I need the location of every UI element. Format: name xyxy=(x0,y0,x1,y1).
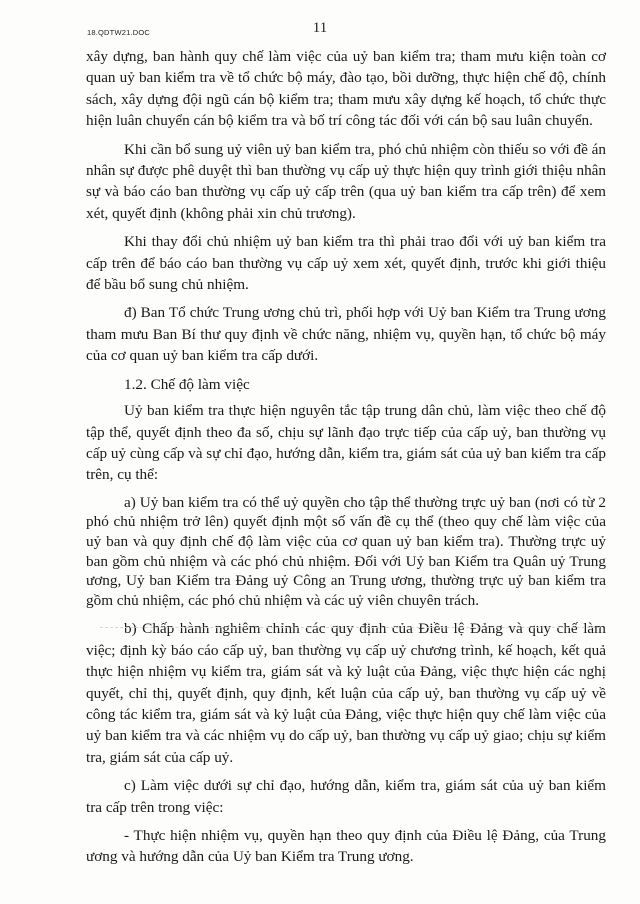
scan-artifact-line xyxy=(100,627,600,628)
file-name-label: 18.QDTW21.DOC xyxy=(87,28,151,37)
paragraph-item-b: b) Chấp hành nghiêm chỉnh các quy định của Điều lệ Đảng và quy chế làm việc; định kỳ báo cáo cấp uỷ, ban thường vụ cấp uỷ chương trình, kế hoạch, kết quả thực hiện nhiệm vụ kiểm tra, giám sát và kỷ luật của Đảng, việc thực hiện các nghị quyết, chỉ thị, quyết định, quy định, kết luận của cấp uỷ, ban thường vụ cấp uỷ về công tác kiểm tra, giám sát và kỷ luật của Đảng, việc thực hiện quy chế làm việc của uỷ ban kiểm tra và các nhiệm vụ do cấp uỷ, ban thường vụ cấp uỷ giao; chịu sự kiểm tra, giám sát của cấp uỷ. xyxy=(86,620,606,766)
paragraph-supplement-members: Khi cần bổ sung uỷ viên uỷ ban kiểm tra, phó chủ nhiệm còn thiếu so với đề án nhân sự được phê duyệt thì ban thường vụ cấp uỷ thực hiện quy trình giới thiệu nhân sự và báo cáo ban thường vụ cấp uỷ cấp trên (qua uỷ ban kiểm tra cấp trên) để xem xét, quyết định (không phải xin chủ trương). xyxy=(86,140,606,222)
paragraph-change-chairman: Khi thay đổi chủ nhiệm uỷ ban kiểm tra thì phải trao đổi với uỷ ban kiểm tra cấp trên để báo cáo ban thường vụ cấp uỷ xem xét, quyết định, trước khi giới thiệu để bầu bổ sung chủ nhiệm. xyxy=(86,233,606,294)
paragraph-item-c: c) Làm việc dưới sự chỉ đạo, hướng dẫn, kiểm tra, giám sát của uỷ ban kiểm tra cấp trên trong việc: xyxy=(86,777,606,816)
paragraph-working-principle: Uỷ ban kiểm tra thực hiện nguyên tắc tập trung dân chủ, làm việc theo chế độ tập thể, quyết định theo đa số, chịu sự lãnh đạo trực tiếp của cấp uỷ, ban thường vụ cấp uỷ cùng cấp và sự chỉ đạo, hướng dẫn, kiểm tra, giám sát của uỷ ban kiểm tra cấp trên, cụ thể: xyxy=(86,402,606,484)
document-body xyxy=(86,46,606,875)
paragraph-item-a: a) Uỷ ban kiểm tra có thể uỷ quyền cho tập thể thường trực uỷ ban (nơi có từ 2 phó chủ nhiệm trở lên) quyết định một số vấn đề cụ thể (theo quy chế làm việc của uỷ ban và quy định chế độ làm việc của cơ quan uỷ ban kiểm tra). Thường trực uỷ ban gồm chủ nhiệm và các phó chủ nhiệm. Đối với Uỷ ban Kiểm tra Quân uỷ Trung ương, Uỷ ban Kiểm tra Đảng uỷ Công an Trung ương, thường trực uỷ ban kiểm tra gồm chủ nhiệm, các phó chủ nhiệm và các uỷ viên chuyên trách. xyxy=(86,493,606,609)
paragraph-item-c-bullet: - Thực hiện nhiệm vụ, quyền hạn theo quy định của Điều lệ Đảng, của Trung ương và hướng dẫn của Uỷ ban Kiểm tra Trung ương. xyxy=(86,826,606,866)
section-heading-working-regime: 1.2. Chế độ làm việc xyxy=(124,375,250,393)
paragraph-continuation: xây dựng, ban hành quy chế làm việc của uỷ ban kiểm tra; tham mưu kiện toàn cơ quan uỷ ban kiểm tra về tổ chức bộ máy, đào tạo, bồi dưỡng, thực hiện chế độ, chính sách, xây dựng đội ngũ cán bộ kiểm tra; tham mưu xây dựng kế hoạch, tổ chức thực hiện luân chuyển cán bộ kiểm tra và bố trí công tác đối với cán bộ sau luân chuyển. xyxy=(86,48,606,130)
page-number: 11 xyxy=(312,20,328,36)
paragraph-item-d: đ) Ban Tổ chức Trung ương chủ trì, phối hợp với Uỷ ban Kiểm tra Trung ương tham mưu Ban Bí thư quy định về chức năng, nhiệm vụ, quyền hạn, tổ chức bộ máy của cơ quan uỷ ban kiểm tra cấp dưới. xyxy=(86,304,606,365)
